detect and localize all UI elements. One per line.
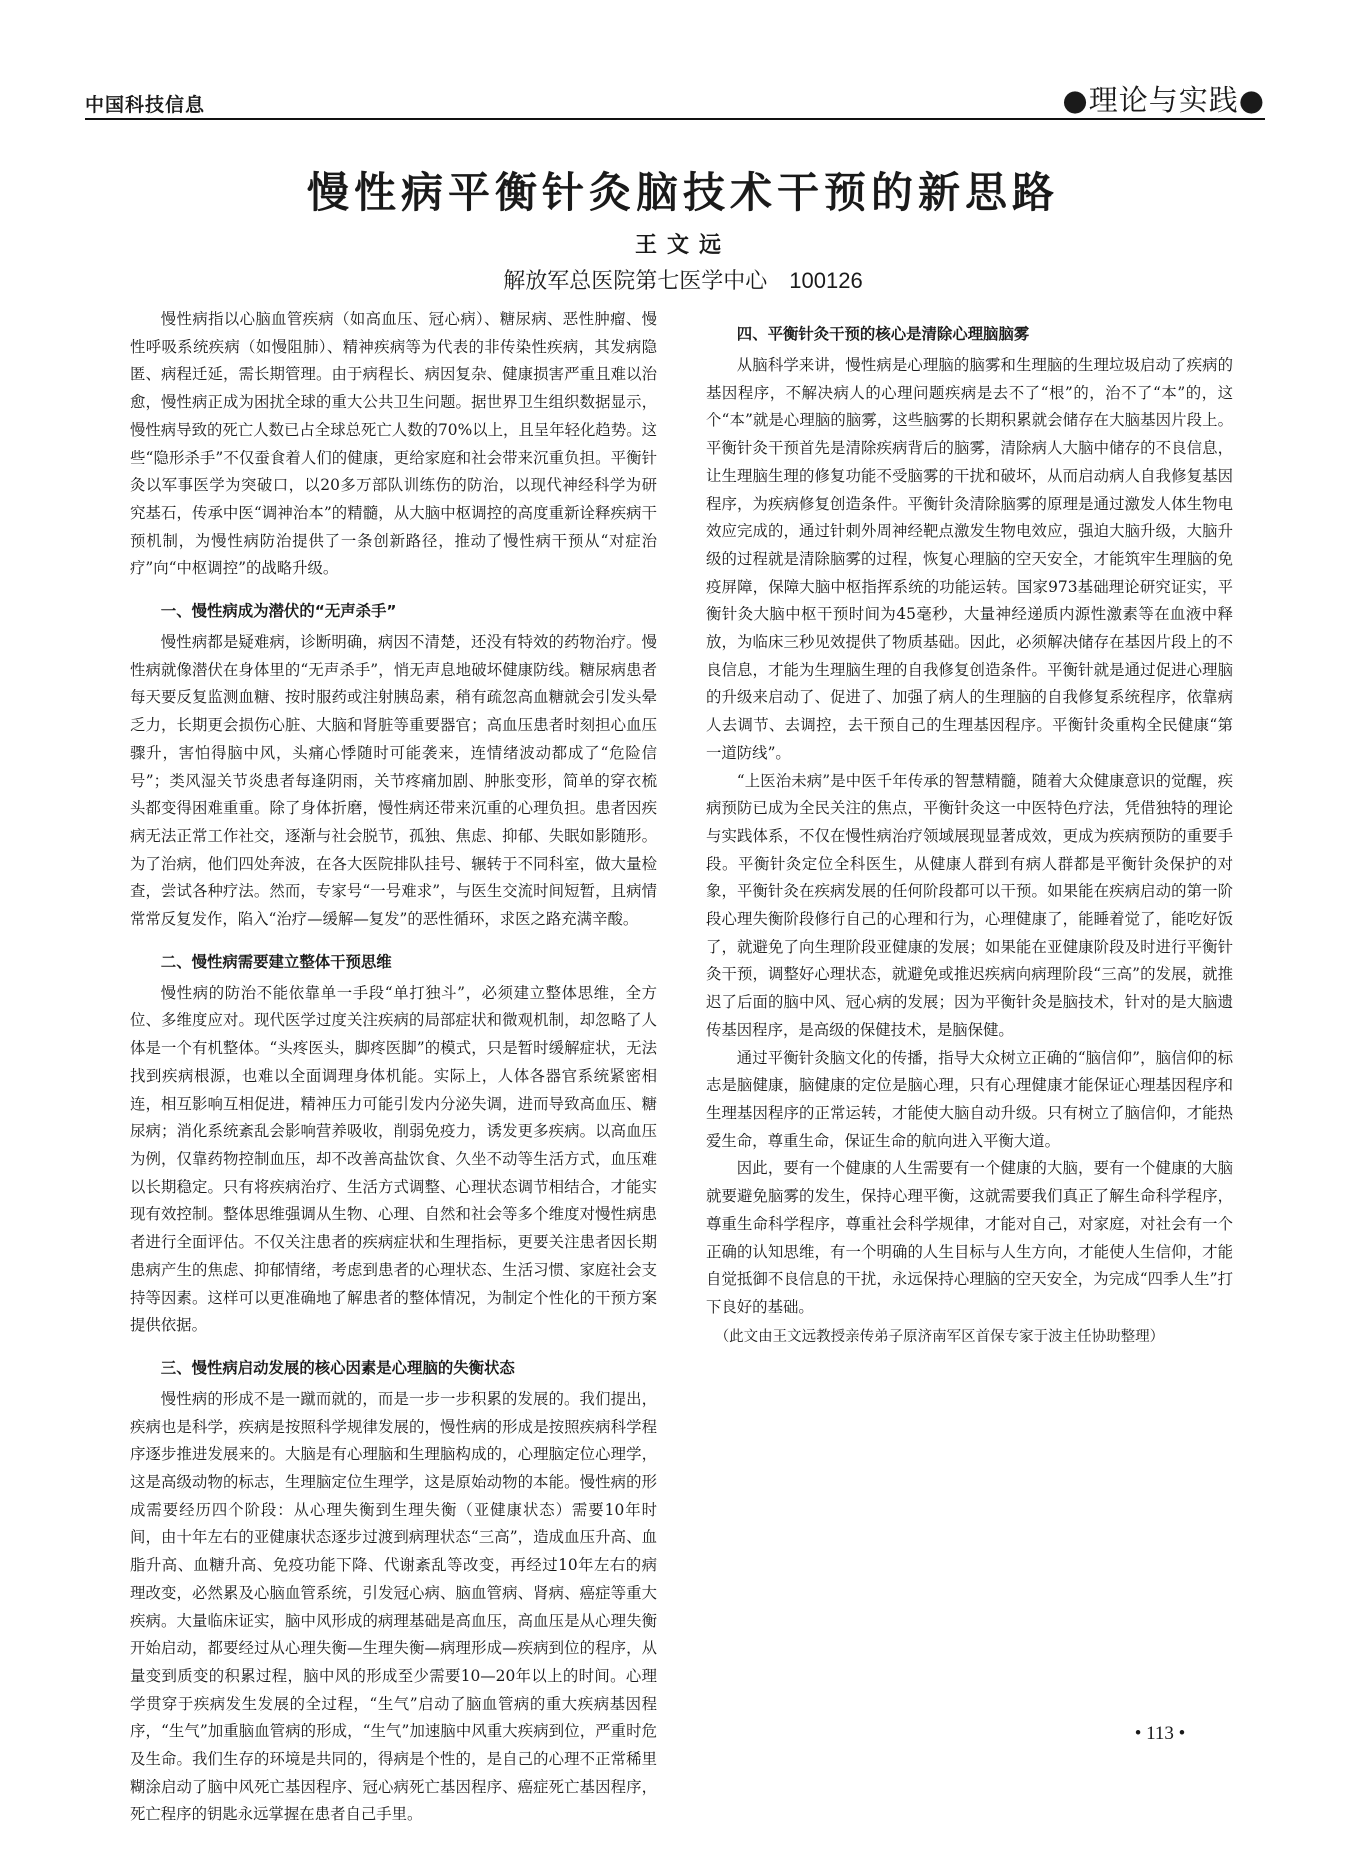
affiliation-org: 解放军总医院第七医学中心 xyxy=(503,269,768,294)
section-2-paragraph: 慢性病的防治不能依靠单一手段“单打独斗”，必须建立整体思维，全方位、多维度应对。现代医学过度关注疾病的局部症状和微观机制，却忽略了人体是一个有机整体。“头疼医头，脚疼医脚”的模式，只是暂时缓解症状，无法找到疾病根源，也难以全面调理身体机能。实际上，人体各器官系统紧密相连，相互影响互相促进，精神压力可能引发内分泌失调，进而导致高血压、糖尿病；消化系统紊乱会影响营养吸收，削弱免疫力，诱发更多疾病。以高血压为例，仅靠药物控制血压，却不改善高盐饮食、久坐不动等生活方式，血压难以长期稳定。只有将疾病治疗、生活方式调整、心理状态调节相结合，才能实现有效控制。整体思维强调从生物、心理、自然和社会等多个维度对慢性病患者进行全面评估。不仅关注患者的疾病症状和生理指标，更要关注患者因长期患病产生的焦虑、抑郁情绪，考虑到患者的心理状态、生活习惯、家庭社会支持等因素。这样可以更准确地了解患者的整体情况，为制定个性化的干预方案提供依据。 xyxy=(130,983,657,1335)
header-rule xyxy=(85,118,1265,120)
section-2-heading: 二、慢性病需要建立整体干预思维 xyxy=(160,952,392,971)
section-4-paragraph-2: “上医治未病”是中医千年传承的智慧精髓，随着大众健康意识的觉醒，疾病预防已成为全民关注的焦点，平衡针灸这一中医特色疗法，凭借独特的理论与实践体系，不仅在慢性病治疗领域展现显著成效，更成为疾病预防的重要手段。平衡针灸定位全科医生，从健康人群到有病人群都是平衡针灸保护的对象，平衡针灸在疾病发展的任何阶段都可以干预。如果能在疾病启动的第一阶段心理失衡阶段修行自己的心理和行为，心理健康了，能睡着觉了，能吃好饭了，就避免了向生理阶段亚健康的发展；如果能在亚健康阶段及时进行平衡针灸干预，调整好心理状态，就避免或推迟疾病向病理阶段“三高”的发展，就推迟了后面的脑中风、冠心病的发展；因为平衡针灸是脑技术，针对的是大脑遗传基因程序，是高级的保健技术，是脑保健。 xyxy=(706,771,1233,1039)
author-affiliation xyxy=(0,264,1366,295)
journal-name: 中国科技信息 xyxy=(85,94,206,116)
section-3-heading: 三、慢性病启动发展的核心因素是心理脑的失衡状态 xyxy=(160,1358,515,1377)
page-number: • 113 • xyxy=(1134,1723,1186,1744)
affiliation-zip: 100126 xyxy=(789,268,863,293)
right-column xyxy=(706,306,1233,1771)
section-4-paragraph-3: 通过平衡针灸脑文化的传播，指导大众树立正确的“脑信仰”，脑信仰的标志是脑健康，脑健康的定位是脑心理，只有心理健康才能保证心理基因程序和生理基因程序的正常运转，才能使大脑自动升级。只有树立了脑信仰，才能热爱生命，尊重生命，保证生命的航向进入平衡大道。 xyxy=(706,1048,1233,1150)
acknowledgement-note: （此文由王文远教授亲传弟子原济南军区首保专家于波主任协助整理） xyxy=(714,1328,1165,1345)
section-4-paragraph-1: 从脑科学来讲，慢性病是心理脑的脑雾和生理脑的生理垃圾启动了疾病的基因程序，不解决病人的心理问题疾病是去不了“根”的，治不了“本”的，这个“本”就是心理脑的脑雾，这些脑雾的长期积累就会储存在大脑基因片段上。平衡针灸干预首先是清除疾病背后的脑雾，清除病人大脑中储存的不良信息，让生理脑生理的修复功能不受脑雾的干扰和破坏，从而启动病人自我修复基因程序，为疾病修复创造条件。平衡针灸清除脑雾的原理是通过激发人体生物电效应完成的，通过针刺外周神经靶点激发生物电效应，强迫大脑升级，大脑升级的过程就是清除脑雾的过程，恢复心理脑的空天安全，才能筑牢生理脑的免疫屏障，保障大脑中枢指挥系统的功能运转。国家973基础理论研究证实，平衡针灸大脑中枢干预时间为45毫秒，大量神经递质内源性激素等在血液中释放，为临床三秒见效提供了物质基础。因此，必须解决储存在基因片段上的不良信息，才能为生理脑生理的自我修复创造条件。平衡针就是通过促进心理脑的升级来启动了、促进了、加强了病人的生理脑的自我修复系统程序，依靠病人去调节、去调控，去干预自己的生理基因程序。平衡针灸重构全民健康“第一道防线”。 xyxy=(706,356,1233,762)
article-title: 慢性病平衡针灸脑技术干预的新思路 xyxy=(306,168,1059,217)
author-name: 王文远 xyxy=(634,232,731,258)
section-3-paragraph: 慢性病的形成不是一蹴而就的，而是一步一步积累的发展的。我们提出，疾病也是科学，疾病是按照科学规律发展的，慢性病的形成是按照疾病科学程序逐步推进发展来的。大脑是有心理脑和生理脑构成的，心理脑定位心理学，这是高级动物的标志，生理脑定位生理学，这是原始动物的本能。慢性病的形成需要经历四个阶段：从心理失衡到生理失衡（亚健康状态）需要10年时间，由十年左右的亚健康状态逐步过渡到病理状态“三高”，造成血压升高、血脂升高、血糖升高、免疫功能下降、代谢紊乱等改变，再经过10年左右的病理改变，必然累及心脑血管系统，引发冠心病、脑血管病、肾病、癌症等重大疾病。大量临床证实，脑中风形成的病理基础是高血压，高血压是从心理失衡开始启动，都要经过从心理失衡—生理失衡—病理形成—疾病到位的程序，从量变到质变的积累过程，脑中风的形成至少需要10—20年以上的时间。心理学贯穿于疾病发生发展的全过程，“生气”启动了脑血管病的重大疾病基因程序，“生气”加重脑血管病的形成，“生气”加速脑中风重大疾病到位，严重时危及生命。我们生存的环境是共同的，得病是个性的，是自己的心理不正常稀里糊涂启动了脑中风死亡基因程序、冠心病死亡基因程序、癌症死亡基因程序，死亡程序的钥匙永远掌握在患者自己手里。 xyxy=(130,1389,657,1824)
section-label: ●理论与实践● xyxy=(1062,83,1265,117)
section-4-heading: 四、平衡针灸干预的核心是清除心理脑脑雾 xyxy=(736,325,1030,343)
section-1-paragraph: 慢性病都是疑难病，诊断明确，病因不清楚，还没有特效的药物治疗。慢性病就像潜伏在身体里的“无声杀手”，悄无声息地破坏健康防线。糖尿病患者每天要反复监测血糖、按时服药或注射胰岛素，稍有疏忽高血糖就会引发头晕乏力，长期更会损伤心脏、大脑和肾脏等重要器官；高血压患者时刻担心血压骤升，害怕得脑中风，头痛心悸随时可能袭来，连情绪波动都成了“危险信号”；类风湿关节炎患者每逢阴雨，关节疼痛加剧、肿胀变形，简单的穿衣梳头都变得困难重重。除了身体折磨，慢性病还带来沉重的心理负担。患者因疾病无法正常工作社交，逐渐与社会脱节，孤独、焦虑、抑郁、失眠如影随形。为了治病，他们四处奔波，在各大医院排队挂号、辗转于不同科室，做大量检查，尝试各种疗法。然而，专家号“一号难求”，与医生交流时间短暂，且病情常常反复发作，陷入“治疗—缓解—复发”的恶性循环，求医之路充满辛酸。 xyxy=(130,633,657,929)
intro-paragraph: 慢性病指以心脑血管疾病（如高血压、冠心病）、糖尿病、恶性肿瘤、慢性呼吸系统疾病（如慢阻肺）、精神疾病等为代表的非传染性疾病，其发病隐匿、病程迁延，需长期管理。由于病程长、病因复杂、健康损害严重且难以治愈，慢性病正成为困扰全球的重大公共卫生问题。据世界卫生组织数据显示，慢性病导致的死亡人数已占全球总死亡人数的70%以上，且呈年轻化趋势。这些“隐形杀手”不仅蚕食着人们的健康，更给家庭和社会带来沉重负担。平衡针灸以军事医学为突破口，以20多万部队训练伤的防治，以现代神经科学为研究基石，传承中医“调神治本”的精髓，从大脑中枢调控的高度重新诠释疾病干预机制，为慢性病防治提供了一条创新路径，推动了慢性病干预从“对症治疗”向“中枢调控”的战略升级。 xyxy=(130,310,657,578)
left-column xyxy=(130,306,657,1824)
running-header xyxy=(85,72,1265,120)
section-1-heading: 一、慢性病成为潜伏的“无声杀手” xyxy=(160,602,397,621)
section-4-paragraph-4: 因此，要有一个健康的人生需要有一个健康的大脑，要有一个健康的大脑就要避免脑雾的发生，保持心理平衡，这就需要我们真正了解生命科学程序，尊重生命科学程序，尊重社会科学规律，才能对自己，对家庭，对社会有一个正确的认知思维，有一个明确的人生目标与人生方向，才能使人生信仰，才能自觉抵御不良信息的干扰，永远保持心理脑的空天安全，为完成“四季人生”打下良好的基础。 xyxy=(706,1159,1233,1316)
